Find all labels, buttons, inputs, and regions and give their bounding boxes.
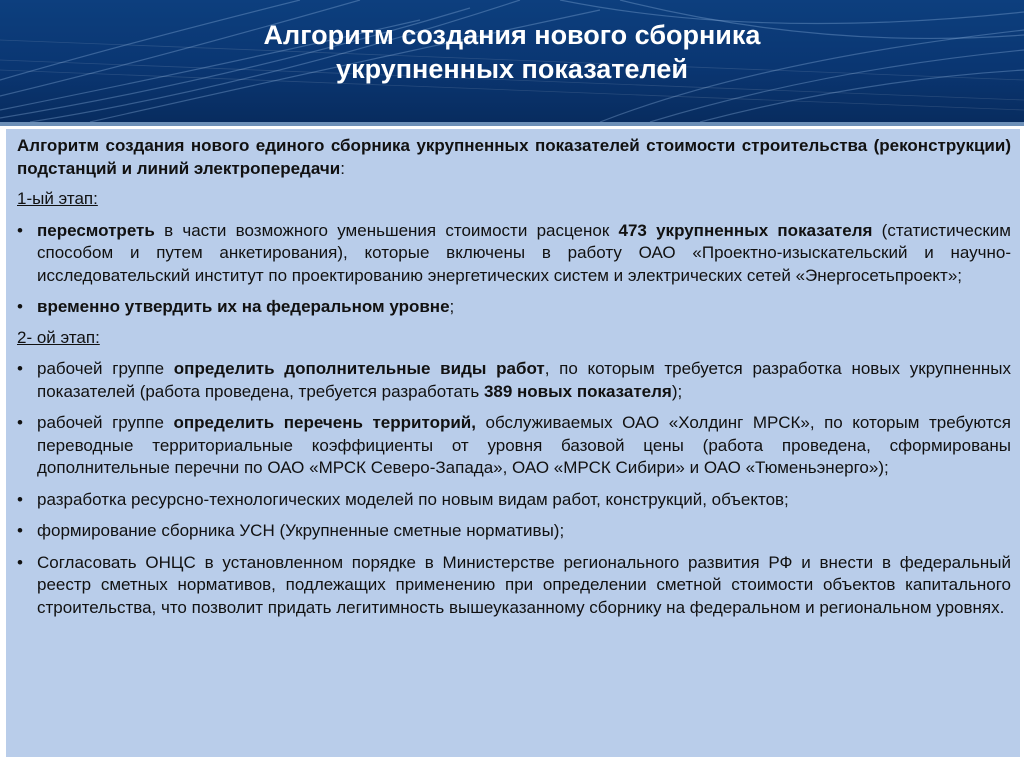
stage-1-label: 1-ый этап: (17, 189, 98, 208)
title-banner (0, 0, 1024, 122)
item-text: обслуживаемых ОАО «Холдинг МРСК», по которым требуются переводные территориальные коэффициенты от уровня базовой цены (работа проведена, сформированы дополнительные перечни по ОАО «МРСК Северо-Запада», ОАО «МРСК Сибири» и ОАО «Тюменьэнерго»); (37, 413, 1012, 477)
list-item (17, 296, 1011, 319)
item-text: разработка ресурсно-технологических моделей по новым видам работ, конструкций, объектов; (37, 489, 789, 509)
intro-suffix: : (340, 158, 345, 178)
item-text: (статистическим способом и путем анкетирования), которые включены в работу ОАО «Проектно-изыскательский и научно-исследовательский институт по проектированию энергетических систем и электрических сетей «Энергосетьпроект»; (37, 220, 1011, 285)
list-item (17, 220, 1011, 288)
title-divider (0, 122, 1024, 126)
slide-title: Алгоритм создания нового сборника укрупненных показателей (263, 20, 761, 84)
item-text: рабочей группе (37, 359, 174, 378)
list-item (17, 358, 1011, 403)
intro-paragraph (17, 135, 1011, 180)
item-bold: 389 новых показателя (483, 381, 672, 401)
stage-2-label: 2- ой этап: (17, 327, 100, 347)
stage-1-list (17, 220, 1011, 319)
item-text: ); (671, 381, 683, 401)
item-bold: 473 укрупненных показателя (618, 220, 873, 240)
item-bold: определить дополнительные виды работ (173, 359, 545, 378)
item-text: Согласовать ОНЦС в установленном порядке в Министерстве регионального развития РФ и внести в федеральный реестр сметных нормативов, подлежащих применению при определении сметной стоимости объектов капитального строительства, что позволит придать легитимность вышеуказанному сборнику на федеральном и региональном уровнях. (37, 552, 1011, 617)
item-text: , по которым требуется разработка новых укрупненных показателей (работа проведена, требуется разработать (37, 359, 1012, 401)
item-text: в части возможного уменьшения стоимости расценок (154, 220, 619, 240)
item-text: рабочей группе (37, 413, 174, 432)
item-text: формирование сборника УСН (Укрупненные сметные нормативы); (37, 521, 565, 540)
stage-2-list (17, 358, 1011, 619)
item-text: ; (449, 297, 455, 316)
item-bold: пересмотреть (37, 220, 155, 240)
list-item (17, 412, 1011, 480)
intro-text: Алгоритм создания нового единого сборника укрупненных показателей стоимости строительства (реконструкции) подстанций и линий электропередачи (17, 136, 1011, 178)
item-bold: определить перечень территорий, (173, 413, 476, 432)
list-item (17, 552, 1011, 620)
list-item (17, 520, 1011, 543)
list-item (17, 489, 1011, 512)
content-panel (6, 129, 1020, 757)
item-bold: временно утвердить их на федеральном уровне (37, 297, 450, 316)
